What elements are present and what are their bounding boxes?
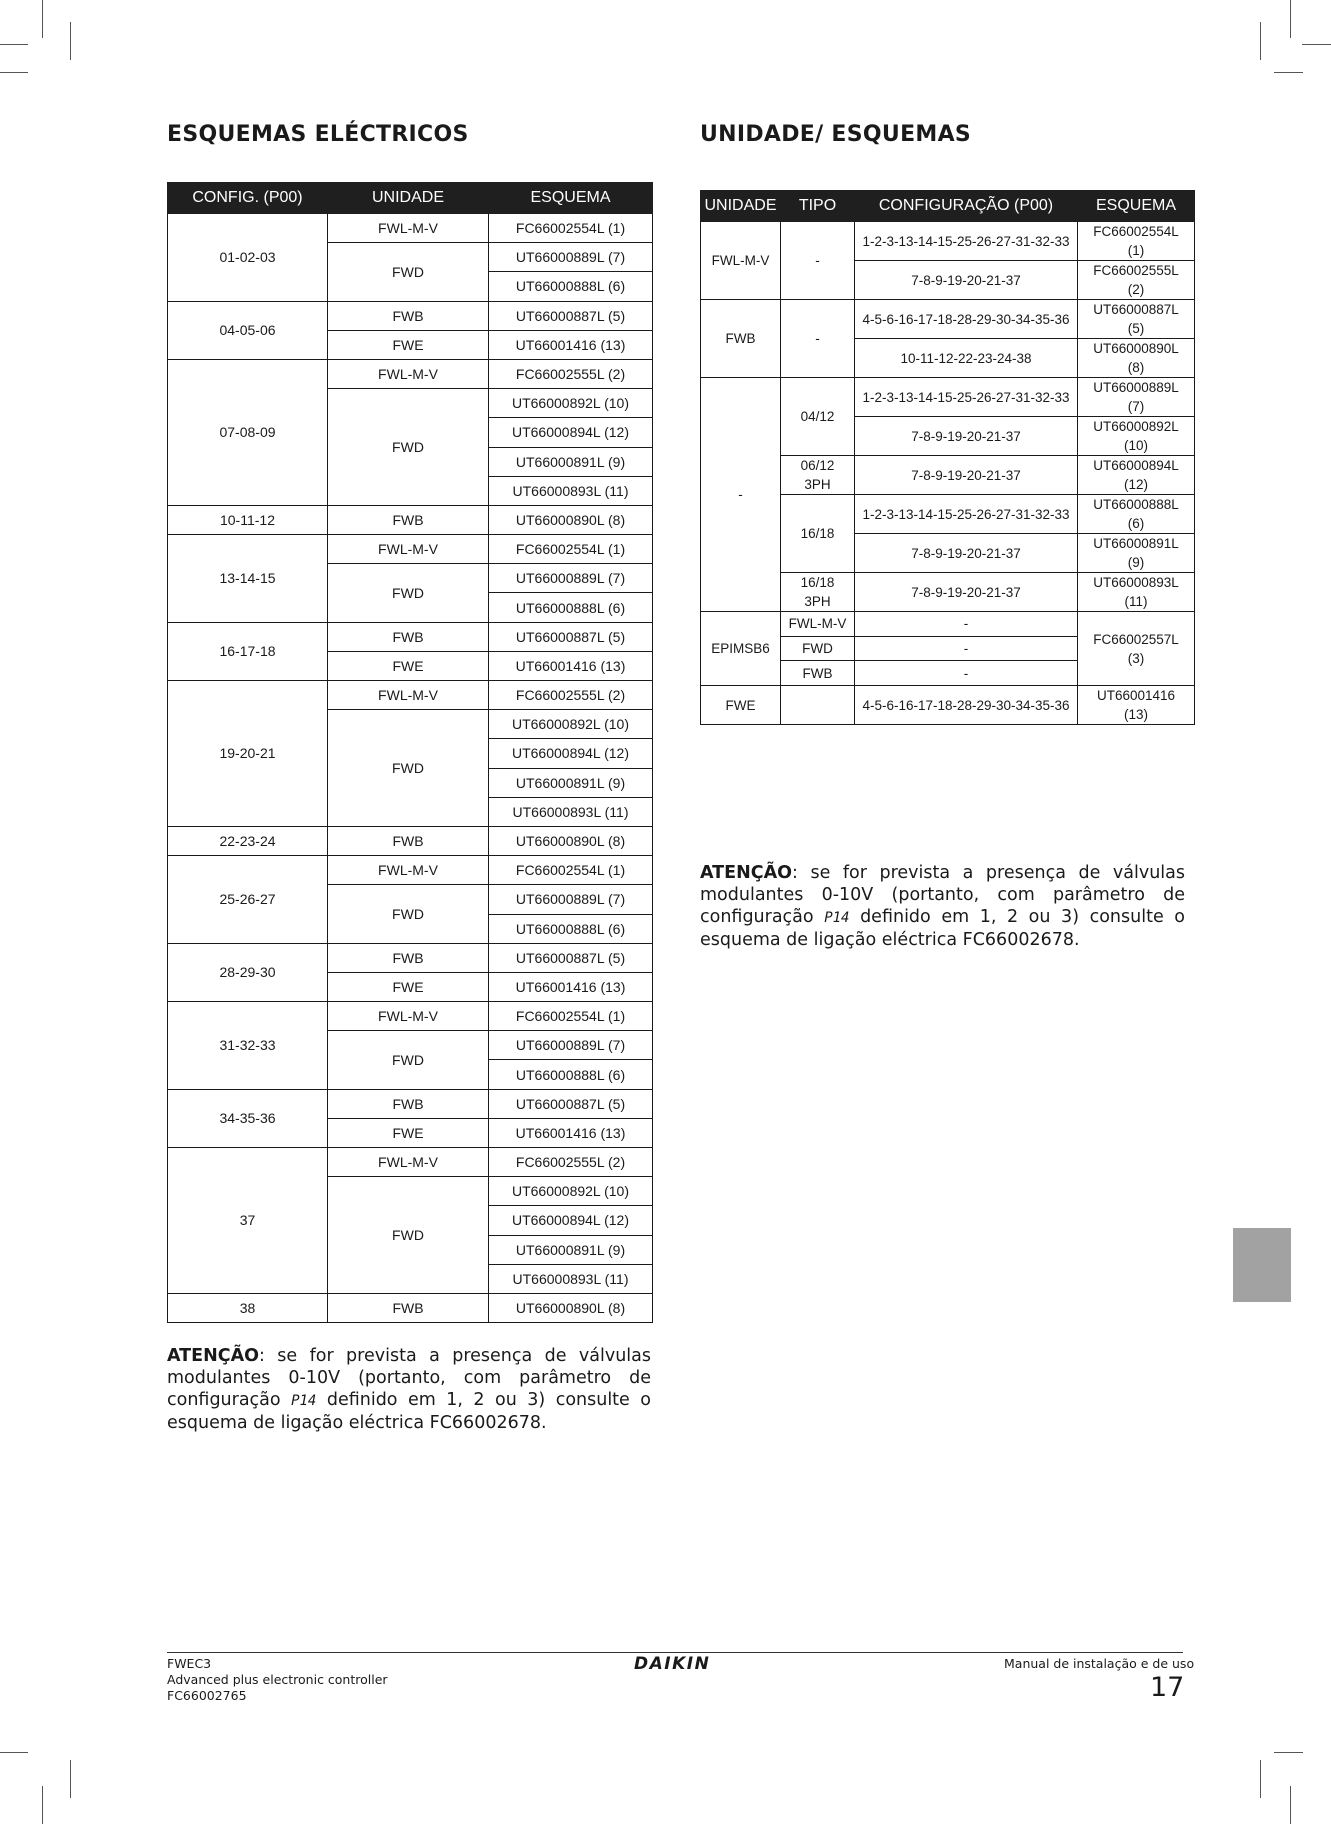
scheme-cell: UT66000894L (12) bbox=[489, 739, 653, 768]
unit-cell: FWE bbox=[328, 972, 489, 1001]
header-scheme: ESQUEMA bbox=[1078, 191, 1195, 222]
type-cell: - bbox=[781, 300, 855, 378]
scheme-number: (8) bbox=[1127, 360, 1145, 375]
scheme-cell bbox=[1078, 417, 1195, 456]
config-scheme-table bbox=[167, 182, 653, 1323]
config-cell: - bbox=[855, 636, 1078, 661]
config-cell: 07-08-09 bbox=[168, 359, 328, 505]
header-scheme: ESQUEMA bbox=[489, 183, 653, 214]
unit-cell: FWD bbox=[328, 885, 489, 943]
crop-mark bbox=[0, 72, 28, 73]
unit-cell: FWL-M-V bbox=[328, 681, 489, 710]
unit-cell: FWB bbox=[328, 826, 489, 855]
table-row bbox=[168, 622, 653, 651]
config-cell: 4-5-6-16-17-18-28-29-30-34-35-36 bbox=[855, 300, 1078, 339]
scheme-code: UT66000888L bbox=[1093, 497, 1179, 512]
scheme-code: UT66000887L bbox=[1093, 302, 1179, 317]
scheme-cell bbox=[1078, 686, 1195, 725]
unit-cell: - bbox=[701, 378, 781, 612]
scheme-cell: FC66002554L (1) bbox=[489, 1002, 653, 1031]
header-type: TIPO bbox=[781, 191, 855, 222]
unit-cell: EPIMSB6 bbox=[701, 612, 781, 686]
unit-cell: FWL-M-V bbox=[328, 535, 489, 564]
footer-manual-title: Manual de instalação e de uso bbox=[1004, 1656, 1195, 1671]
scheme-cell: UT66000890L (8) bbox=[489, 1293, 653, 1322]
type-cell: FWD bbox=[781, 636, 855, 661]
table-row bbox=[701, 612, 1195, 637]
config-cell: 7-8-9-19-20-21-37 bbox=[855, 417, 1078, 456]
attention-label: ATENÇÃO bbox=[167, 1346, 259, 1366]
footer-code: FC66002765 bbox=[167, 1688, 247, 1703]
table-row bbox=[168, 535, 653, 564]
parameter-code: P14 bbox=[291, 1393, 317, 1409]
unit-cell: FWL-M-V bbox=[328, 856, 489, 885]
type-size: 06/12 bbox=[800, 458, 835, 473]
scheme-cell: UT66000893L (11) bbox=[489, 476, 653, 505]
scheme-number: (12) bbox=[1123, 477, 1148, 492]
scheme-cell: UT66000894L (12) bbox=[489, 1206, 653, 1235]
config-scheme-table-header bbox=[168, 183, 653, 214]
scheme-cell: UT66000889L (7) bbox=[489, 243, 653, 272]
unit-cell: FWL-M-V bbox=[328, 1002, 489, 1031]
config-cell: 28-29-30 bbox=[168, 943, 328, 1001]
unit-cell: FWD bbox=[328, 710, 489, 827]
scheme-cell: UT66000887L (5) bbox=[489, 301, 653, 330]
scheme-cell: FC66002554L (1) bbox=[489, 535, 653, 564]
crop-mark bbox=[0, 44, 28, 45]
unit-scheme-table bbox=[700, 190, 1195, 725]
scheme-code: FC66002554L bbox=[1093, 224, 1179, 239]
scheme-cell: UT66000887L (5) bbox=[489, 943, 653, 972]
scheme-cell: UT66000892L (10) bbox=[489, 710, 653, 739]
config-cell: 04-05-06 bbox=[168, 301, 328, 359]
scheme-cell bbox=[1078, 534, 1195, 573]
scheme-cell: UT66000888L (6) bbox=[489, 272, 653, 301]
config-cell: 10-11-12-22-23-24-38 bbox=[855, 339, 1078, 378]
table-row bbox=[168, 1148, 653, 1177]
table-row bbox=[168, 359, 653, 388]
scheme-number: (10) bbox=[1123, 438, 1148, 453]
attention-text-end: definido em 1, 2 ou 3) consulte o esquema de ligação eléctrica FC66002678. bbox=[700, 907, 1185, 950]
table-row bbox=[168, 856, 653, 885]
unit-cell: FWB bbox=[328, 505, 489, 534]
table-row bbox=[168, 943, 653, 972]
unit-cell: FWE bbox=[328, 330, 489, 359]
scheme-number: (1) bbox=[1127, 243, 1145, 258]
scheme-number: (11) bbox=[1124, 594, 1148, 609]
table-row bbox=[168, 1089, 653, 1118]
scheme-cell: FC66002555L (2) bbox=[489, 359, 653, 388]
scheme-cell bbox=[1078, 612, 1195, 686]
config-cell: 31-32-33 bbox=[168, 1002, 328, 1090]
unit-cell: FWB bbox=[328, 1089, 489, 1118]
table-row bbox=[168, 301, 653, 330]
crop-mark bbox=[70, 1760, 71, 1798]
crop-mark bbox=[42, 0, 43, 38]
unit-cell: FWD bbox=[328, 564, 489, 622]
scheme-cell bbox=[1078, 339, 1195, 378]
scheme-code: UT66000892L bbox=[1093, 419, 1179, 434]
header-configuration: CONFIGURAÇÃO (P00) bbox=[855, 191, 1078, 222]
scheme-number: (7) bbox=[1127, 399, 1145, 414]
scheme-cell: UT66001416 (13) bbox=[489, 651, 653, 680]
unit-cell: FWD bbox=[328, 1177, 489, 1294]
scheme-cell: FC66002555L (2) bbox=[489, 681, 653, 710]
config-cell: 7-8-9-19-20-21-37 bbox=[855, 456, 1078, 495]
config-cell: 37 bbox=[168, 1148, 328, 1294]
config-cell: 19-20-21 bbox=[168, 681, 328, 827]
header-unit: UNIDADE bbox=[701, 191, 781, 222]
scheme-cell: UT66000889L (7) bbox=[489, 1031, 653, 1060]
scheme-cell bbox=[1078, 456, 1195, 495]
table-row bbox=[168, 505, 653, 534]
header-unit: UNIDADE bbox=[328, 183, 489, 214]
table-row bbox=[168, 214, 653, 243]
attention-text-end: definido em 1, 2 ou 3) consulte o esquema de ligação eléctrica FC66002678. bbox=[167, 1390, 651, 1433]
scheme-cell: UT66001416 (13) bbox=[489, 972, 653, 1001]
attention-note-left bbox=[167, 1345, 651, 1434]
config-cell: 1-2-3-13-14-15-25-26-27-31-32-33 bbox=[855, 495, 1078, 534]
header-config: CONFIG. (P00) bbox=[168, 183, 328, 214]
type-phase: 3PH bbox=[804, 477, 831, 492]
type-cell bbox=[781, 573, 855, 612]
scheme-cell: UT66000891L (9) bbox=[489, 1235, 653, 1264]
type-cell: 16/18 bbox=[781, 495, 855, 573]
footer-model: FWEC3 bbox=[167, 1656, 212, 1671]
scheme-cell: UT66000891L (9) bbox=[489, 447, 653, 476]
crop-mark bbox=[42, 1786, 43, 1824]
crop-mark bbox=[0, 1752, 28, 1753]
scheme-number: (13) bbox=[1123, 707, 1148, 723]
type-cell: 04/12 bbox=[781, 378, 855, 456]
brand-logo: DAIKIN bbox=[634, 1654, 711, 1674]
footer-product: Advanced plus electronic controller bbox=[167, 1672, 388, 1687]
crop-mark bbox=[1290, 1786, 1291, 1824]
attention-note-right bbox=[700, 862, 1185, 951]
type-cell: - bbox=[781, 222, 855, 300]
scheme-cell: UT66000893L (11) bbox=[489, 1264, 653, 1293]
scheme-cell: UT66000894L (12) bbox=[489, 418, 653, 447]
config-cell: 38 bbox=[168, 1293, 328, 1322]
scheme-cell: UT66001416 (13) bbox=[489, 1118, 653, 1147]
unit-cell: FWB bbox=[701, 300, 781, 378]
attention-text: : se for prevista a presença de válvulas modulantes 0-10V (portanto, com parâmetro de configuração bbox=[700, 863, 1185, 927]
unit-cell: FWL-M-V bbox=[701, 222, 781, 300]
scheme-cell: FC66002554L (1) bbox=[489, 214, 653, 243]
config-cell: 01-02-03 bbox=[168, 214, 328, 302]
config-scheme-table-body bbox=[168, 214, 653, 1323]
scheme-code: UT66000893L bbox=[1093, 575, 1179, 590]
scheme-cell: UT66000887L (5) bbox=[489, 622, 653, 651]
unit-cell: FWB bbox=[328, 622, 489, 651]
scheme-number: (6) bbox=[1127, 516, 1145, 531]
type-cell: FWL-M-V bbox=[781, 612, 855, 637]
scheme-cell: UT66000888L (6) bbox=[489, 1060, 653, 1089]
config-cell: - bbox=[855, 661, 1078, 686]
scheme-number: (5) bbox=[1127, 321, 1145, 336]
scheme-code: UT66000889L bbox=[1093, 380, 1179, 395]
unit-scheme-table-header bbox=[701, 191, 1195, 222]
type-cell bbox=[781, 456, 855, 495]
scheme-code: FC66002555L bbox=[1093, 263, 1179, 278]
parameter-code: P14 bbox=[824, 910, 850, 926]
scheme-cell bbox=[1078, 378, 1195, 417]
config-cell: 4-5-6-16-17-18-28-29-30-34-35-36 bbox=[855, 686, 1078, 725]
unit-cell: FWD bbox=[328, 389, 489, 506]
scheme-code: FC66002557L bbox=[1093, 631, 1179, 647]
scheme-code: UT66000891L bbox=[1093, 536, 1179, 551]
unit-cell: FWL-M-V bbox=[328, 359, 489, 388]
scheme-cell: FC66002555L (2) bbox=[489, 1148, 653, 1177]
config-cell: 10-11-12 bbox=[168, 505, 328, 534]
scheme-cell: UT66000888L (6) bbox=[489, 593, 653, 622]
config-cell: 22-23-24 bbox=[168, 826, 328, 855]
config-cell: 1-2-3-13-14-15-25-26-27-31-32-33 bbox=[855, 378, 1078, 417]
scheme-cell: UT66000888L (6) bbox=[489, 914, 653, 943]
unit-cell: FWE bbox=[328, 651, 489, 680]
config-cell: 34-35-36 bbox=[168, 1089, 328, 1147]
unit-scheme-table-body bbox=[701, 222, 1195, 725]
config-cell: 1-2-3-13-14-15-25-26-27-31-32-33 bbox=[855, 222, 1078, 261]
table-row bbox=[168, 1293, 653, 1322]
left-section-title: ESQUEMAS ELÉCTRICOS bbox=[167, 122, 469, 147]
config-cell: 16-17-18 bbox=[168, 622, 328, 680]
scheme-cell: UT66000892L (10) bbox=[489, 389, 653, 418]
crop-mark bbox=[1260, 1760, 1261, 1798]
crop-mark bbox=[1302, 44, 1331, 45]
type-cell: FWB bbox=[781, 661, 855, 686]
scheme-cell: UT66000890L (8) bbox=[489, 826, 653, 855]
scheme-code: UT66000890L bbox=[1093, 341, 1179, 356]
page-number: 17 bbox=[1150, 1672, 1185, 1703]
type-size: 16/18 bbox=[800, 575, 835, 590]
scheme-cell: UT66000889L (7) bbox=[489, 885, 653, 914]
config-cell: 7-8-9-19-20-21-37 bbox=[855, 261, 1078, 300]
config-cell: - bbox=[855, 612, 1078, 637]
section-tab-marker bbox=[1233, 1228, 1291, 1302]
scheme-cell: UT66000892L (10) bbox=[489, 1177, 653, 1206]
scheme-cell: FC66002554L (1) bbox=[489, 856, 653, 885]
config-cell: 25-26-27 bbox=[168, 856, 328, 944]
unit-cell: FWL-M-V bbox=[328, 214, 489, 243]
unit-cell: FWE bbox=[701, 686, 781, 725]
scheme-code: UT66000894L bbox=[1093, 458, 1179, 473]
config-cell: 7-8-9-19-20-21-37 bbox=[855, 534, 1078, 573]
attention-label: ATENÇÃO bbox=[700, 863, 792, 883]
unit-cell: FWB bbox=[328, 1293, 489, 1322]
scheme-cell bbox=[1078, 573, 1195, 612]
crop-mark bbox=[70, 22, 71, 60]
scheme-number: (3) bbox=[1127, 650, 1145, 666]
right-section-title: UNIDADE/ ESQUEMAS bbox=[700, 122, 972, 147]
unit-cell: FWD bbox=[328, 243, 489, 301]
scheme-cell bbox=[1078, 300, 1195, 339]
crop-mark bbox=[1260, 22, 1261, 60]
config-cell: 13-14-15 bbox=[168, 535, 328, 623]
scheme-cell: UT66000891L (9) bbox=[489, 768, 653, 797]
scheme-code: UT66001416 bbox=[1096, 688, 1176, 704]
scheme-cell: UT66000893L (11) bbox=[489, 797, 653, 826]
scheme-cell bbox=[1078, 261, 1195, 300]
attention-text: : se for prevista a presença de válvulas modulantes 0-10V (portanto, com parâmetro de configuração bbox=[167, 1346, 651, 1410]
type-phase: 3PH bbox=[804, 594, 831, 609]
scheme-cell: UT66000887L (5) bbox=[489, 1089, 653, 1118]
crop-mark bbox=[1274, 1752, 1303, 1753]
scheme-cell: UT66000889L (7) bbox=[489, 564, 653, 593]
footer-divider bbox=[167, 1652, 1183, 1653]
scheme-number: (9) bbox=[1127, 555, 1145, 570]
scheme-cell: UT66001416 (13) bbox=[489, 330, 653, 359]
type-cell bbox=[781, 686, 855, 725]
unit-cell: FWE bbox=[328, 1118, 489, 1147]
unit-cell: FWB bbox=[328, 301, 489, 330]
unit-cell: FWB bbox=[328, 943, 489, 972]
crop-mark bbox=[1290, 0, 1291, 38]
config-cell: 7-8-9-19-20-21-37 bbox=[855, 573, 1078, 612]
table-row bbox=[168, 826, 653, 855]
scheme-cell bbox=[1078, 222, 1195, 261]
table-row bbox=[168, 1002, 653, 1031]
table-row bbox=[168, 681, 653, 710]
unit-cell: FWD bbox=[328, 1031, 489, 1089]
unit-cell: FWL-M-V bbox=[328, 1148, 489, 1177]
scheme-cell bbox=[1078, 495, 1195, 534]
scheme-cell: UT66000890L (8) bbox=[489, 505, 653, 534]
scheme-number: (2) bbox=[1127, 282, 1145, 297]
crop-mark bbox=[1274, 72, 1303, 73]
